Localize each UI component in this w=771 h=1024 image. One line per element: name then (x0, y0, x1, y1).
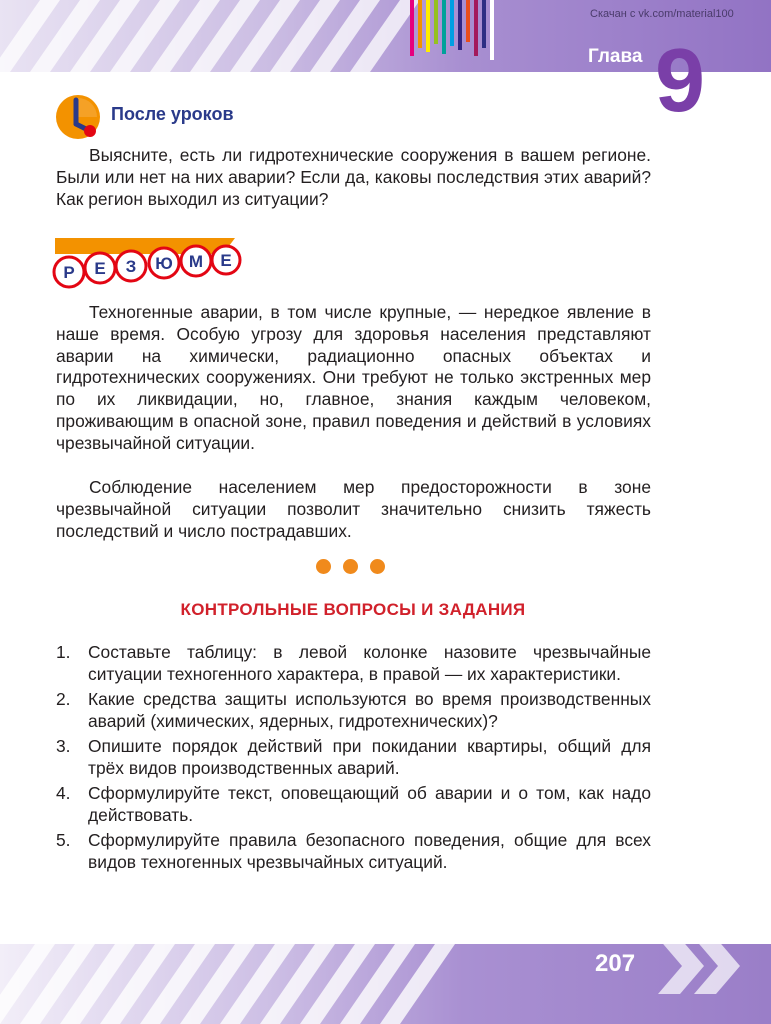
resume-letter: З (125, 257, 137, 276)
separator-dot (370, 559, 385, 574)
page-number: 207 (595, 950, 636, 977)
separator-dot (343, 559, 358, 574)
resume-letter: Р (63, 263, 75, 282)
footer-stripes (0, 944, 470, 1024)
resume-badge (52, 242, 242, 290)
chapter-number: 9 (655, 31, 706, 131)
header-stripes (0, 0, 430, 72)
resume-paragraph-2: Соблюдение населением мер предосторожности в зоне чрезвычайной ситуации позволит значительно снизить тяжесть последствий и число пострадавших. (56, 477, 651, 541)
after-lessons-text: Выясните, есть ли гидротехнические сооружения в вашем регионе. Были или нет на них аварии? Если да, каковы последствия этих аварий? Как регион выходил из ситуации? (56, 145, 651, 209)
question-number: 2. (56, 689, 71, 710)
question-item (54, 783, 651, 827)
clock-icon (55, 94, 101, 140)
question-text: Сформулируйте текст, оповещающий об аварии и о том, как надо действовать. (88, 783, 651, 826)
resume-letter: М (188, 252, 204, 271)
section-separator-dots (316, 559, 386, 575)
question-item (54, 736, 651, 780)
separator-dot (316, 559, 331, 574)
resume-letter: Ю (155, 254, 173, 273)
chapter-label: Глава (588, 46, 643, 67)
question-text: Опишите порядок действий при покидании квартиры, общий для трёх видов производственных аварий. (88, 736, 651, 778)
next-page-chevrons-icon (652, 930, 752, 1002)
question-number: 3. (56, 736, 71, 757)
resume-letter: Е (220, 251, 232, 270)
question-number: 1. (56, 642, 71, 662)
questions-list (54, 642, 651, 877)
question-text: Сформулируйте правила безопасного поведения, общие для всех видов техногенных чрезвычайных ситуаций. (88, 830, 651, 873)
question-item (54, 830, 651, 874)
resume-letter: Е (94, 259, 106, 278)
question-text: Составьте таблицу: в левой колонке назовите чрезвычайные ситуации техногенного характера, в правой — их характеристики. (88, 642, 651, 684)
resume-paragraph-1: Техногенные аварии, в том числе крупные, — нередкое явление в наше время. Особую угрозу для здоровья населения представляют аварии на химически, радиационно опасных объектах и гидротехнических сооружениях. Они требуют не только экстренных мер по их ликвидации, но, главное, знания каждым человеком, проживающим в опасной зоне, правил поведения и действий в условиях чрезвычайной ситуации. (56, 302, 651, 453)
color-bars-decoration (410, 0, 500, 60)
after-lessons-heading: После уроков (111, 104, 234, 124)
question-item (54, 642, 651, 686)
question-text: Какие средства защиты используются во время производственных аварий (химических, ядерных, гидротехнических)? (88, 689, 651, 731)
question-item (54, 689, 651, 733)
watermark: Скачан с vk.com/material100 (590, 8, 734, 20)
question-number: 5. (56, 830, 71, 851)
question-number: 4. (56, 783, 71, 804)
questions-title: КОНТРОЛЬНЫЕ ВОПРОСЫ И ЗАДАНИЯ (180, 600, 526, 619)
